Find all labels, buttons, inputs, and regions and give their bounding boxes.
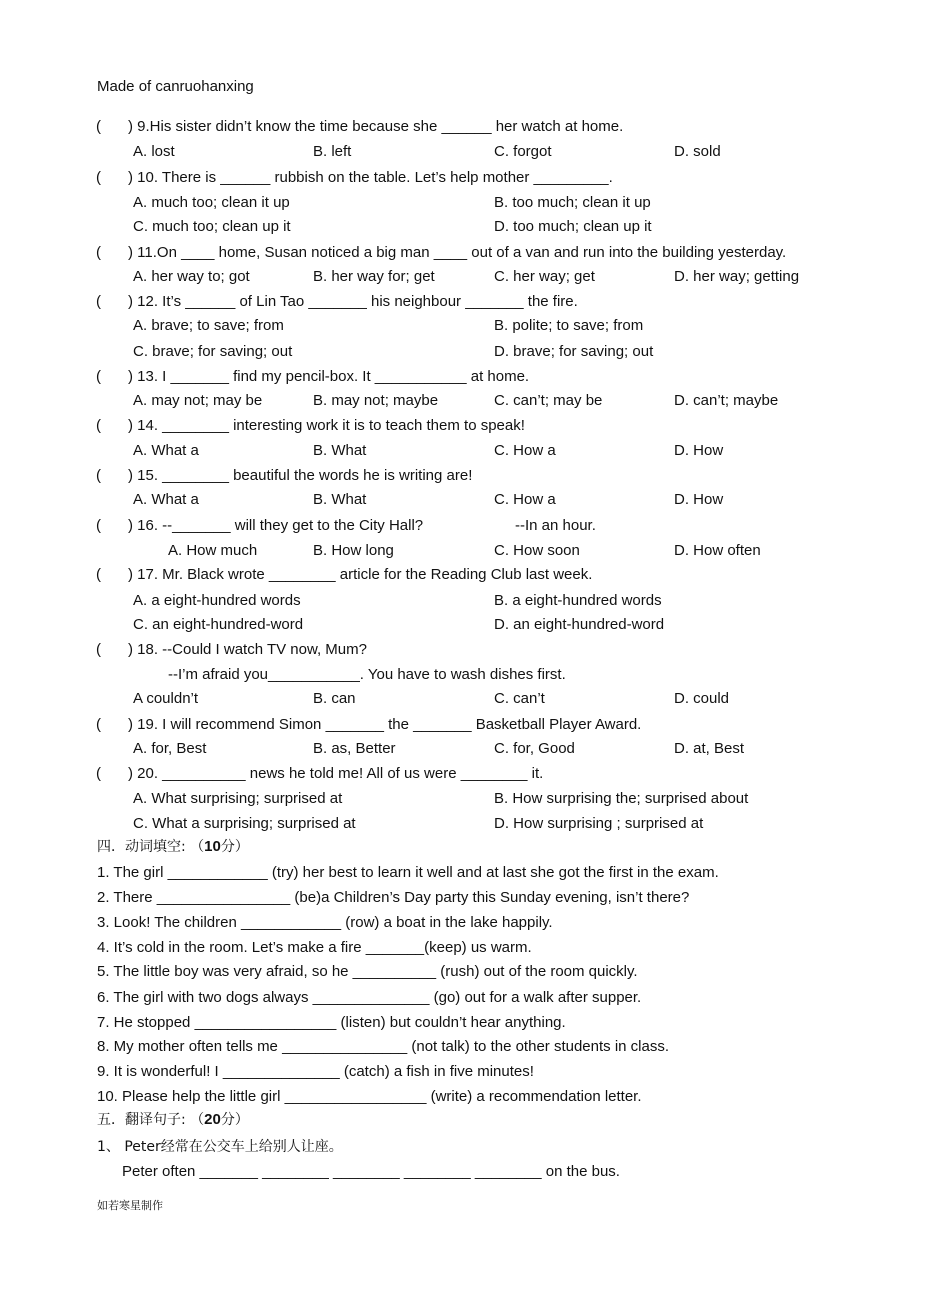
option-a: A. What a [133,491,199,508]
question-11 [0,243,950,263]
option-c: C. can’t [494,690,545,707]
option-b: B. What [313,442,367,459]
question-9 [0,117,950,137]
question-text: ) 18. --Could I watch TV now, Mum? [128,641,367,658]
question-text: ) 13. I _______ find my pencil-box. It ___________ at home. [128,368,530,385]
options-row [0,689,950,709]
english-sentence: Peter often _______ ________ ________ ________ ________ on the bus. [122,1163,620,1180]
section-5-heading [0,1110,950,1130]
page-header: Made of canruohanxing [97,78,254,95]
question-15 [0,466,950,486]
answer-paren: ( [96,293,101,310]
question-text: ) 10. There is ______ rubbish on the table. Let’s help mother _________. [128,169,613,186]
option-c: C. How a [494,442,556,459]
option-d: D. too much; clean up it [494,218,652,235]
option-d: D. an eight-hundred-word [494,616,665,633]
option-d: D. at, Best [674,740,745,757]
option-c: C. for, Good [494,740,575,757]
question-text: ) 12. It’s ______ of Lin Tao _______ his neighbour _______ the fire. [128,293,578,310]
section-4-heading [0,837,950,857]
question-text: ) 11.On ____ home, Susan noticed a big man ____ out of a van and run into the building yesterday. [128,244,787,261]
option-a: A. for, Best [133,740,207,757]
option-d: D. How [674,442,724,459]
fill-item: 4. It’s cold in the room. Let’s make a fire _______(keep) us warm. [97,939,532,956]
options-row [0,541,950,561]
question-16 [0,516,950,536]
question-text: ) 15. ________ beautiful the words he is writing are! [128,467,473,484]
option-a: A. her way to; got [133,268,250,285]
option-d: D. can’t; maybe [674,392,779,409]
translation-item [0,1137,950,1157]
option-c: C. brave; for saving; out [133,343,293,360]
page-footer: 如若寒星制作 [97,1199,163,1212]
fill-item: 9. It is wonderful! I ______________ (catch) a fish in five minutes! [97,1063,534,1080]
option-b: B. a eight-hundred words [494,592,662,609]
option-d: D. could [674,690,730,707]
chinese-sentence: 1、 Peter经常在公交车上给别人让座。 [97,1139,343,1155]
option-b: B. left [313,143,352,160]
fill-item: 2. There ________________ (be)a Children’s Day party this Sunday evening, isn’t there? [97,889,690,906]
answer-paren: ( [96,641,101,658]
options-row [0,615,950,635]
options-row [0,739,950,759]
option-a: A. What a [133,442,199,459]
option-d: D. sold [674,143,721,160]
option-d: D. How surprising ; surprised at [494,815,704,832]
question-12 [0,292,950,312]
question-17 [0,565,950,585]
option-b: B. too much; clean it up [494,194,651,211]
options-row [0,441,950,461]
answer-paren: ( [96,716,101,733]
options-row [0,490,950,510]
question-text: ) 19. I will recommend Simon _______ the _______ Basketball Player Award. [128,716,642,733]
option-b: B. What [313,491,367,508]
question-18 [0,640,950,660]
option-b: B. her way for; get [313,268,435,285]
section-title: 五．翻译句子: （20分） [97,1111,249,1128]
option-c: C. can’t; may be [494,392,603,409]
option-a: A. much too; clean it up [133,194,290,211]
question-text: ) 16. --_______ will they get to the City Hall? [128,517,424,534]
question-13 [0,367,950,387]
option-c: C. forgot [494,143,552,160]
option-d: D. brave; for saving; out [494,343,654,360]
option-c: C. How a [494,491,556,508]
option-c: C. her way; get [494,268,595,285]
options-row [0,193,950,213]
options-row [0,267,950,287]
option-d: D. How often [674,542,761,559]
options-row [0,142,950,162]
question-text: ) 17. Mr. Black wrote ________ article for the Reading Club last week. [128,566,593,583]
answer-paren: ( [96,169,101,186]
options-row [0,391,950,411]
options-row [0,217,950,237]
question-19 [0,715,950,735]
question-continuation [0,665,950,685]
options-row [0,789,950,809]
option-b: B. may not; maybe [313,392,439,409]
option-b: B. How surprising the; surprised about [494,790,749,807]
answer-paren: ( [96,566,101,583]
option-b: B. polite; to save; from [494,317,644,334]
option-c: C. much too; clean up it [133,218,291,235]
question-text: ) 20. __________ news he told me! All of us were ________ it. [128,765,544,782]
option-c: C. How soon [494,542,580,559]
section-score: 20 [204,1111,221,1128]
option-a: A. What surprising; surprised at [133,790,343,807]
question-14 [0,416,950,436]
answer-paren: ( [96,517,101,534]
continuation-text: --I’m afraid you___________. You have to wash dishes first. [168,666,566,683]
option-a: A. a eight-hundred words [133,592,301,609]
answer-paren: ( [96,417,101,434]
question-text: ) 9.His sister didn’t know the time because she ______ her watch at home. [128,118,624,135]
fill-item: 7. He stopped _________________ (listen) but couldn’t hear anything. [97,1014,566,1031]
translation-answer [0,1162,950,1182]
option-b: B. can [313,690,356,707]
options-row [0,316,950,336]
option-d: D. How [674,491,724,508]
option-b: B. How long [313,542,394,559]
options-row [0,591,950,611]
fill-item: 8. My mother often tells me _______________ (not talk) to the other students in class. [97,1038,669,1055]
fill-item: 5. The little boy was very afraid, so he __________ (rush) out of the room quickly. [97,963,638,980]
answer-paren: ( [96,467,101,484]
reply-text: --In an hour. [515,517,596,534]
section-score: 10 [204,838,221,855]
option-a: A. brave; to save; from [133,317,284,334]
option-a: A couldn’t [133,690,199,707]
answer-paren: ( [96,368,101,385]
fill-item: 10. Please help the little girl _________________ (write) a recommendation letter. [97,1088,642,1105]
question-text: ) 14. ________ interesting work it is to teach them to speak! [128,417,525,434]
fill-item: 6. The girl with two dogs always ______________ (go) out for a walk after supper. [97,989,642,1006]
fill-item: 3. Look! The children ____________ (row) a boat in the lake happily. [97,914,553,931]
section-title: 四．动词填空: （10分） [97,838,249,855]
options-row [0,342,950,362]
answer-paren: ( [96,765,101,782]
option-a: A. may not; may be [133,392,263,409]
question-10 [0,168,950,188]
fill-item: 1. The girl ____________ (try) her best to learn it well and at last she got the first in the exam. [97,864,719,881]
answer-paren: ( [96,118,101,135]
option-d: D. her way; getting [674,268,800,285]
option-a: A. How much [168,542,258,559]
answer-paren: ( [96,244,101,261]
option-c: C. What a surprising; surprised at [133,815,356,832]
question-20 [0,764,950,784]
options-row [0,814,950,834]
option-b: B. as, Better [313,740,396,757]
option-a: A. lost [133,143,175,160]
option-c: C. an eight-hundred-word [133,616,304,633]
